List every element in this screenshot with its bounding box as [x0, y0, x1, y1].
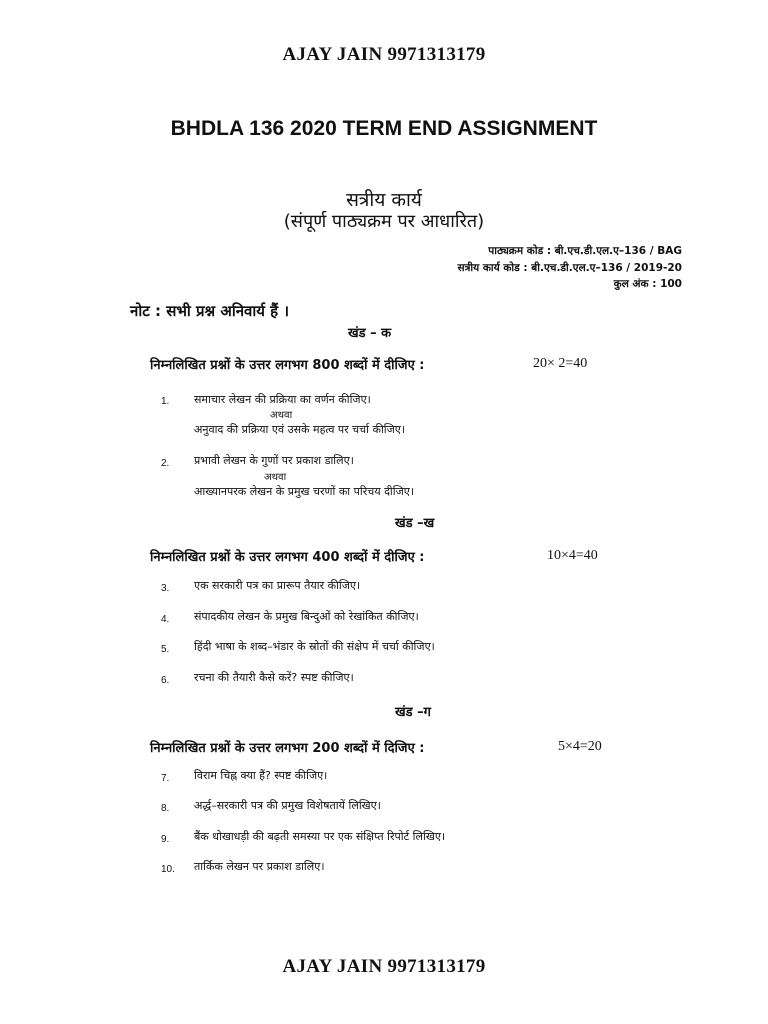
question-number: 7.: [161, 773, 170, 784]
question-number: 4.: [161, 614, 170, 625]
question-text: बैंक धोखाधड़ी की बढ़ती समस्या पर एक संक्षिप्त रिपोर्ट लिखिए।: [194, 830, 446, 843]
assignment-title: BHDLA 136 2020 TERM END ASSIGNMENT: [170, 117, 598, 140]
question-number: 1.: [161, 396, 170, 407]
header-contact: AJAY JAIN 9971313179: [282, 44, 486, 65]
course-code: पाठ्यक्रम कोड : बी.एच.डी.एल.ए–136 / BAG: [488, 245, 682, 257]
section-c-marks: 5×4=20: [558, 739, 602, 754]
section-c-instruction: निम्नलिखित प्रश्नों के उत्तर लगभग 200 शब्दों में दिजिए :: [150, 741, 425, 756]
footer-contact: AJAY JAIN 9971313179: [282, 956, 486, 977]
question-number: 9.: [161, 834, 170, 845]
main-title: सत्रीय कार्य: [346, 189, 422, 211]
question-text: तार्किक लेखन पर प्रकाश डालिए।: [194, 860, 325, 873]
question-text-alt: आख्यानपरक लेखन के प्रमुख चरणों का परिचय दीजिए।: [194, 485, 415, 498]
question-number: 10.: [161, 864, 175, 875]
question-text: समाचार लेखन की प्रक्रिया का वर्णन कीजिए।: [194, 393, 371, 406]
question-text: रचना की तैयारी कैसे करें? स्पष्ट कीजिए।: [194, 671, 354, 684]
section-a-marks: 20× 2=40: [533, 356, 588, 371]
assignment-code: सत्रीय कार्य कोड : बी.एच.डी.एल.ए–136 / 2019-20: [457, 262, 682, 274]
section-b-heading: खंड –ख: [395, 516, 435, 531]
section-c-heading: खंड –ग: [395, 705, 431, 720]
note: नोट : सभी प्रश्न अनिवार्य हैं ।: [130, 302, 290, 320]
question-text-alt: अनुवाद की प्रक्रिया एवं उसके महत्व पर चर्चा कीजिए।: [194, 423, 406, 436]
sub-title: (संपूर्ण पाठ्यक्रम पर आधारित): [283, 211, 485, 232]
question-text: प्रभावी लेखन के गुणों पर प्रकाश डालिए।: [194, 454, 354, 467]
section-a-instruction: निम्नलिखित प्रश्नों के उत्तर लगभग 800 शब्दों में दीजिए :: [150, 358, 425, 373]
section-a-heading: खंड – क: [348, 326, 392, 341]
or-label: अथवा: [270, 410, 293, 421]
question-text: एक सरकारी पत्र का प्रारूप तैयार कीजिए।: [194, 579, 361, 592]
question-text: अर्द्ध–सरकारी पत्र की प्रमुख विशेषतायें लिखिए।: [194, 799, 381, 812]
question-number: 3.: [161, 583, 170, 594]
question-text: विराम चिह्न क्या हैं? स्पष्ट कीजिए।: [194, 769, 328, 782]
question-number: 2.: [161, 458, 170, 469]
section-b-instruction: निम्नलिखित प्रश्नों के उत्तर लगभग 400 शब्दों में दीजिए :: [150, 550, 425, 565]
question-text: हिंदी भाषा के शब्द–भंडार के स्रोतों की संक्षेप में चर्चा कीजिए।: [194, 640, 435, 653]
question-number: 5.: [161, 644, 170, 655]
question-text: संपादकीय लेखन के प्रमुख बिन्दुओं को रेखांकित कीजिए।: [194, 610, 419, 623]
question-number: 6.: [161, 675, 170, 686]
or-label: अथवा: [264, 472, 287, 483]
total-marks: कुल अंक : 100: [613, 278, 682, 290]
section-b-marks: 10×4=40: [547, 548, 598, 563]
question-number: 8.: [161, 803, 170, 814]
